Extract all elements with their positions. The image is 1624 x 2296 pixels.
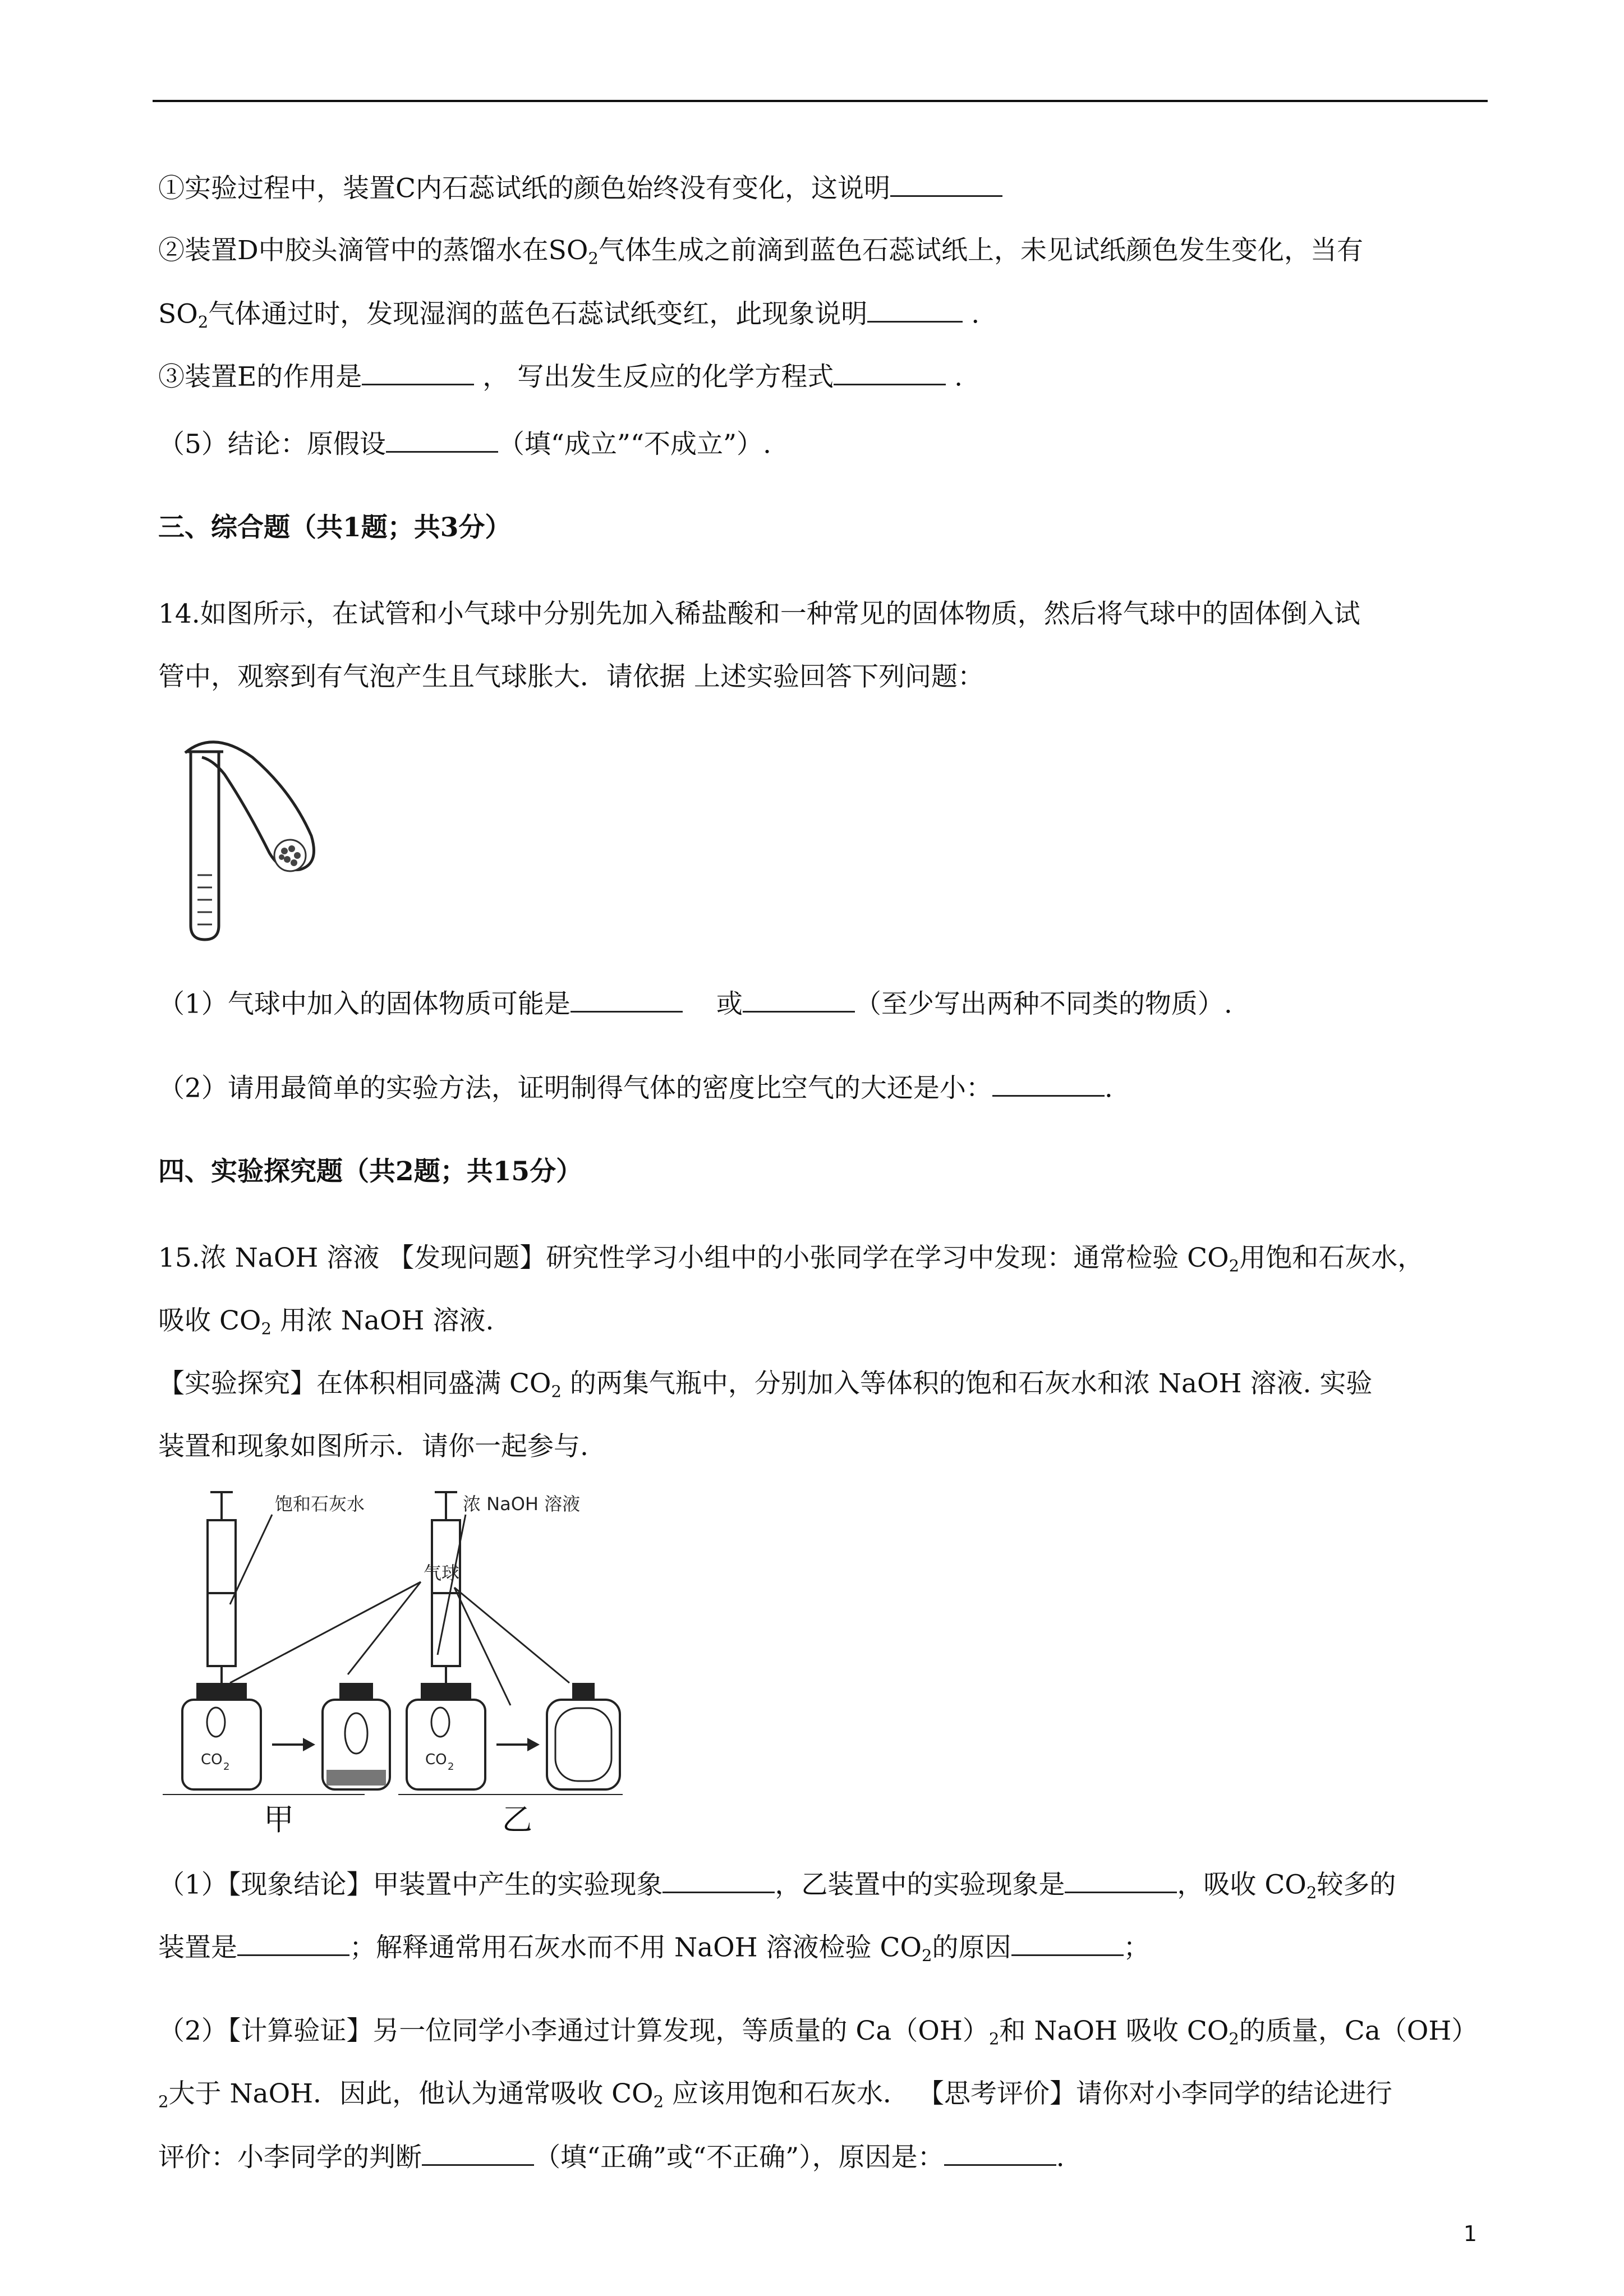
q15-stem-2: 吸收 $CO_2$ 用浓 NaOH 溶液. bbox=[158, 1305, 494, 1338]
svg-text:2: 2 bbox=[223, 1761, 230, 1773]
q15-part-1: （1）【现象结论】甲装置中产生的实验现象 ，乙装置中的实验现象是 ，吸收 $CO_2$较多的 bbox=[158, 1868, 1396, 1903]
q13-item-2-cont: $SO_2$气体通过时，发现湿润的蓝色石蕊试纸变红，此现象说明 . bbox=[158, 297, 979, 332]
q14-stem-1: 14.如图所示，在试管和小气球中分别先加入稀盐酸和一种常见的固体物质，然后将气球中的固体倒入试 bbox=[158, 599, 1360, 629]
svg-text:CO: CO bbox=[201, 1751, 223, 1768]
fig-label-yi: 乙 bbox=[502, 1802, 532, 1837]
q13-item-2: ②装置D中胶头滴管中的蒸馏水在$SO_2$气体生成之前滴到蓝色石蕊试纸上，未见试纸颜色发生变化，当有 bbox=[158, 235, 1363, 268]
answer-blank[interactable] bbox=[890, 172, 1002, 197]
q13-item-1-text: ①实验过程中，装置C内石蕊试纸的颜色始终没有变化，这说明 bbox=[158, 173, 890, 204]
fig-label-balloon: 气球 bbox=[424, 1562, 460, 1584]
answer-blank[interactable] bbox=[386, 427, 498, 453]
answer-blank[interactable] bbox=[237, 1931, 349, 1956]
q15-part-1-cont: 装置是 ；解释通常用石灰水而不用 NaOH 溶液检验 $CO_2$的原因 ； bbox=[158, 1931, 1150, 1966]
q14-stem-2: 管中，观察到有气泡产生且气球胀大．请依据 上述实验回答下列问题： bbox=[158, 661, 984, 692]
answer-blank[interactable] bbox=[944, 2141, 1056, 2166]
q14-part-2: （2）请用最简单的实验方法，证明制得气体的密度比空气的大还是小： . bbox=[158, 1071, 1113, 1105]
section-heading-4: 四、实验探究题（共2题；共15分） bbox=[158, 1156, 583, 1187]
q15-stem-4: 装置和现象如图所示．请你一起参与. bbox=[158, 1431, 588, 1462]
page-number: 1 bbox=[1463, 2221, 1477, 2246]
answer-blank[interactable] bbox=[422, 2141, 534, 2166]
section-heading-3: 三、综合题（共1题；共3分） bbox=[158, 512, 512, 543]
q13-item-3: ③装置E的作用是 ， 写出发生反应的化学方程式 . bbox=[158, 360, 963, 394]
answer-blank[interactable] bbox=[743, 987, 855, 1013]
fig-label-limewater: 饱和石灰水 bbox=[275, 1493, 365, 1515]
syringe-icon bbox=[432, 1492, 460, 1700]
co2-absorption-apparatus-figure bbox=[151, 1481, 623, 1795]
fig-label-jia: 甲 bbox=[264, 1802, 294, 1837]
answer-blank[interactable] bbox=[992, 1071, 1105, 1097]
answer-blank[interactable] bbox=[867, 297, 963, 323]
q15-part-2-cont2: 评价：小李同学的判断 （填“正确”或“不正确”），原因是： . bbox=[158, 2141, 1065, 2174]
q14-part-1: （1）气球中加入的固体物质可能是 或 （至少写出两种不同类的物质）. bbox=[158, 987, 1232, 1021]
q15-part-2-cont: $_2$大于 NaOH．因此，他认为通常吸收 $CO_2$ 应该用饱和石灰水． 【思考评价】请你对小李同学的结论进行 bbox=[158, 2078, 1392, 2111]
answer-blank[interactable] bbox=[834, 360, 946, 385]
q13-conclusion: （5）结论：原假设 （填“成立”“不成立”）. bbox=[158, 427, 771, 461]
fig-label-naoh: 浓 NaOH 溶液 bbox=[463, 1493, 581, 1515]
syringe-icon bbox=[208, 1492, 236, 1700]
svg-text:CO: CO bbox=[425, 1751, 447, 1768]
q15-stem-1: 15.浓 NaOH 溶液 【发现问题】研究性学习小组中的小张同学在学习中发现：通常检验 $CO_2$用饱和石灰水， bbox=[158, 1243, 1424, 1276]
header-rule bbox=[153, 100, 1488, 102]
answer-blank[interactable] bbox=[362, 360, 474, 385]
svg-text:2: 2 bbox=[448, 1761, 454, 1773]
test-tube-balloon-figure bbox=[180, 740, 337, 948]
q15-stem-3: 【实验探究】在体积相同盛满 $CO_2$ 的两集气瓶中，分别加入等体积的饱和石灰水和浓 NaOH 溶液. 实验 bbox=[158, 1368, 1373, 1401]
q13-item-1 bbox=[158, 172, 1002, 205]
answer-blank[interactable] bbox=[571, 987, 683, 1013]
answer-blank[interactable] bbox=[663, 1868, 775, 1893]
q15-part-2: （2）【计算验证】另一位同学小李通过计算发现，等质量的 $Ca(OH)_2$和 NaOH 吸收 $CO_2$的质量，Ca（OH） bbox=[158, 2016, 1478, 2049]
answer-blank[interactable] bbox=[1011, 1931, 1124, 1956]
answer-blank[interactable] bbox=[1065, 1868, 1177, 1893]
